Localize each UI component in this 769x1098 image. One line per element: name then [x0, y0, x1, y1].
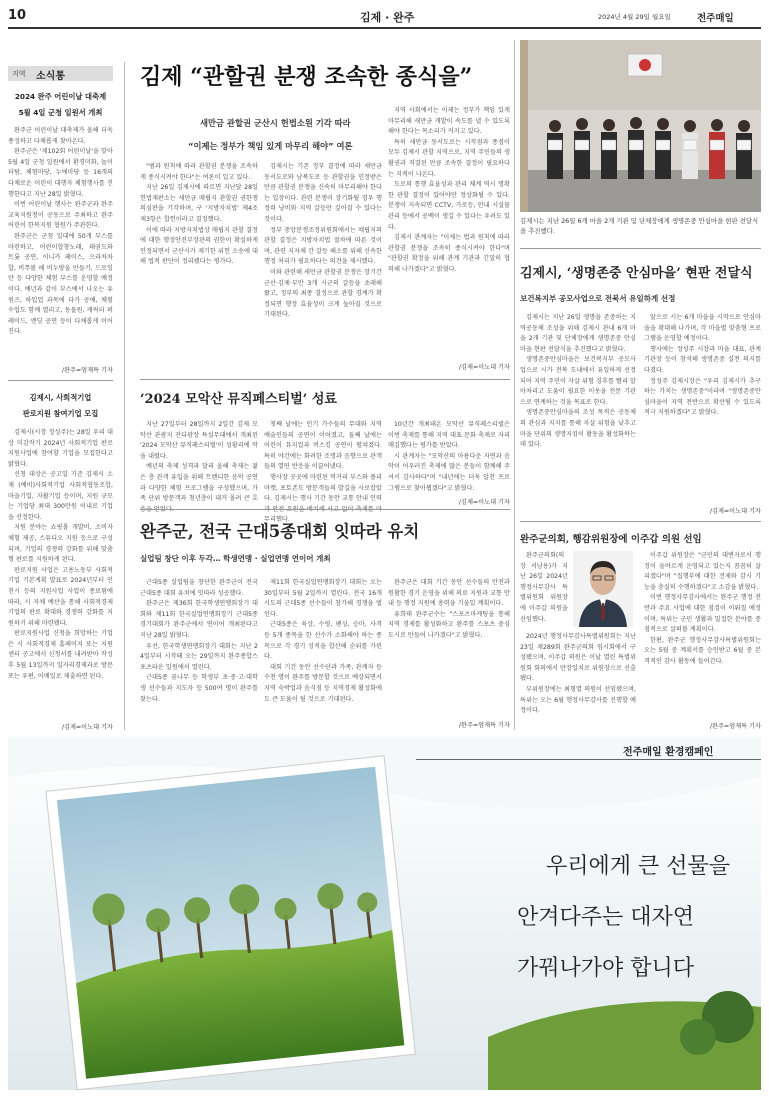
main-divider: [140, 379, 510, 380]
paragraph: 유희태 완주군수는 "스포츠마케팅을 통해 지역 경제를 활성화하고 완주를 스포츠 중심 도시로 만들어 나가겠다"고 밝혔다.: [388, 610, 510, 639]
paragraph: 이에 따라 지방자치법상 매립지 관할 결정에 대한 행정안전부장관의 권한이 확실하게 인정되면서 군산시가 제기한 위헌 소송에 대해 법적 판단이 정리됐다는 평가다.: [140, 226, 258, 266]
paragraph: 김제시는 기존 정부 결정에 따라 새만금 동서도로와 남북도로 등 관할권을 인정받은 만큼 관할권 분쟁을 신속히 마무리해야 한다는 입장이다. 관련 분쟁이 장기화될 경우 행정력 낭비와 지역 갈등만 깊어질 수 있다는 것이다.: [264, 163, 382, 223]
paper-name: 전주매일: [697, 13, 734, 24]
paragraph: 특히 새만금 동서도로는 시작점과 종점이 모두 김제시 관할 지역으로, 지역 주민들의 생활권과 직결된 만큼 조속한 결정이 필요하다는 지적이 나온다.: [388, 138, 510, 178]
festival-body-col1: [140, 420, 258, 506]
gimje-body-col2: [644, 313, 761, 503]
header-rule: [8, 27, 761, 29]
side-story1-title1: 2024 완주 어린이날 대축제: [14, 92, 107, 101]
paragraph: 행사장 곳곳에 마련된 먹거리 부스와 플리마켓, 포토존도 방문객들의 발길을 사로잡았다. 김제시는 행사 기간 동안 교통 안내 인력 무리했다.: [264, 473, 382, 524]
side-story2-title2: 판로지원 참여기업 모집: [22, 409, 99, 418]
paragraph: 도로의 통행 효율성과 관리 체계 역시 명확한 관할 결정이 있어야만 정상화될 수 있다. 분쟁이 지속되면 CCTV, 가로등, 안내 시설물 관리 등에서 공백이 생길 수 있다는 우려도 있다.: [388, 181, 510, 231]
side-story1-body: [8, 126, 113, 366]
paragraph: 이번 어린이날 행사는 완주군과 완주교육지원청이 공동으로 주최하고 완주어린이 한복지원 협원가 주관한다.: [8, 201, 113, 230]
column-divider-right: [514, 40, 515, 730]
paragraph: 지난 26일 김제시에 따르면 지난달 28일 헌법재판소는 새만금 매립지 관할권 권한쟁의심판을 기각하며, 구 '지방자치법' 제4조 제3항은 합헌이라고 결정했다.: [140, 184, 258, 223]
sidebar-label-ko: 소식통: [36, 71, 65, 82]
paragraph: 이번 행정사무감사에서는 완주군 행정 전반과 주요 사업에 대한 점검이 이뤄질 예정이며, 특위는 군민 생활과 밀접한 분야를 중점적으로 살펴볼 계획이다.: [644, 594, 761, 634]
paragraph: 완주군 어린이날 대축제가 올해 더욱 풍성하고 다채롭게 찾아온다.: [8, 127, 113, 145]
paragraph: "범과 원칙에 따라 관할권 분쟁을 조속하게 종식시켜야 한다"는 여론이 일고 있다.: [140, 163, 258, 181]
paragraph: 첫째 날에는 인기 가수들의 무대와 지역 예술인들의 공연이 이어졌고, 둘째 날에는 어린이 뮤지컬과 버스킹 공연이 펼쳐졌다. 특히 야간에는 화려한 조명과 음향으로 관객들의 열띤 반응을 이끌어냈다.: [264, 421, 382, 471]
ceremony-photo: [520, 40, 761, 212]
gimje-subhead: 보건복지부 공모사업으로 전북서 유일하게 선정: [520, 294, 676, 303]
ad-line-1: 우리에게 큰 선물을: [546, 854, 731, 879]
main-headline: 김제 “관할권 분쟁 조속한 종식을”: [140, 64, 473, 90]
ad-campaign-rule: [416, 759, 761, 760]
festival-divider: [140, 509, 510, 510]
page-number: 10: [8, 8, 27, 23]
paragraph: 판로지원사업 신청을 희망하는 기업은 시 사회적경제 홈페이지 또는 지원센터 공고에서 신청서를 내려받아 작성 후 5월 13일까지 일자리경제과로 방문 또는 우편, 이메일로 제출하면 된다.: [8, 630, 113, 680]
wanju-byline: /완주=엄재특 기자: [458, 722, 510, 729]
paragraph: 예년의 축제 성격과 달리 올해 축제는 젊은 층 관객 유입을 위해 트렌디한 음악 공연과 다양한 체험 프로그램을 구성했으며, 가족 단위 방문객과 청년층이 대거 몰려 큰 호: [140, 463, 258, 503]
council-body-col1a: [520, 551, 568, 631]
festival-body-col3: [388, 420, 510, 496]
section-title: 김제 · 완주: [360, 11, 415, 24]
main-body-col3: [388, 106, 510, 356]
paragraph: 지원 분야는 쇼핑몰 개발비, 소비자 체험 제공, 스튜디오 지원 등으로 구성되며, 기업의 경쟁력 강화를 위해 맞춤형 판로를 지원하게 된다.: [8, 524, 113, 564]
main-subhead-1: 새만금 관할권 군산시 헌법소원 기각 따라: [200, 118, 351, 128]
council-byline: /완주=엄재특 기자: [709, 723, 761, 730]
paragraph: 행사에는 정성주 시장과 마을 대표, 관계 기관장 등이 참석해 생명존중 실천 의지를 다졌다.: [644, 345, 761, 374]
wanju-body-col1: [140, 578, 258, 728]
paragraph: 시 관계자는 "모악산의 아름다운 자연과 음악이 어우러진 축제에 많은 분들이 함께해 주셔서 감사하다"며 "내년에는 더욱 알찬 프로그램으로 찾아뵙겠다"고 밝혔다.: [388, 452, 510, 492]
ad-campaign-title: 전주매일 환경캠페인: [623, 747, 714, 758]
wanju-body-col2: [264, 578, 382, 728]
council-body-col2: [644, 551, 761, 719]
sidebar-label: [8, 66, 113, 81]
ad-line-2: 안겨다주는 대자연: [517, 905, 695, 930]
paragraph: 우선, 한국학생연맹회장기 대회는 지난 24일부터 시작돼 오는 29일까지 완주종합스포츠타운 일원에서 열린다.: [140, 642, 258, 671]
paragraph: 근대5종 꿈나무 등 학생부 초·중·고·대학생 선수들과 지도자 등 500여 명이 완주를 찾는다.: [140, 674, 258, 703]
side-story2-title1: 김제시, 사회적기업: [29, 393, 92, 402]
council-body-col1b: [520, 632, 636, 730]
ad-line-3: 가꿔나가야 합니다: [517, 956, 695, 981]
ceremony-photo-image: [520, 40, 761, 212]
issue-date: 2024년 4월 29일 월요일: [598, 13, 671, 21]
festival-byline: /김제=이노대 기자: [458, 499, 510, 506]
festival-headline: ‘2024 모악산 뮤직페스티벌’ 성료: [140, 392, 337, 407]
paragraph: 완주군은 대회 기간 동안 선수들의 안전과 원활한 경기 운영을 위해 의료 지원과 교통 안내 등 행정 지원에 총력을 기울일 계획이다.: [388, 579, 510, 608]
paragraph: 제11회 한국실업연맹회장기 대회는 오는 30일부터 5월 2일까지 열린다. 전국 16개 시도의 근대5종 선수들이 참가해 경쟁을 벌인다.: [264, 579, 382, 618]
paragraph: 이와 관련해 새만금 관할권 분쟁은 장기간 군산·김제·부안 3개 시군의 갈등을 초래해 왔고, 정부의 최종 결정으로 관할 경계가 확정되면 행정 효율성이 크게 높아질 것으로 기대된다.: [264, 268, 382, 319]
photo-caption: 김제시는 지난 26일 6개 마을 2개 기관 및 단체장에게 생명존중 안심마을 현판 전달식을 추진했다.: [520, 217, 759, 235]
column-divider: [124, 62, 125, 730]
gimje-headline: 김제시, ‘생명존중 안심마을’ 현판 전달식: [520, 266, 753, 281]
paragraph: 지난 27일부터 28일까지 2일간 김제 모악산 관광지 잔디광장 특설무대에서 개최된 '2024 모악산 뮤직페스티벌'이 성황리에 막을 내렸다.: [140, 421, 258, 460]
photo-divider: [520, 248, 761, 249]
council-portrait-image: [573, 551, 633, 627]
main-subhead-2: “이제는 정부가 책임 있게 마무리 해야” 여론: [188, 141, 353, 151]
paragraph: 신청 대상은 공고일 기준 김제시 소재 (예비)사회적기업 사회적협동조합, 마을기업, 자활기업 등이며, 지원 규모는 기업당 최대 300만원 이내로 기업을 선정한다.: [8, 471, 113, 521]
paragraph: 이주갑 위원장은 "군민의 대변자로서 행정이 올바르게 운영되고 있는지 꼼꼼히 살피겠다"며 "집행부에 대한 견제와 감시 기능을 충실히 수행하겠다"고 소감을 밝혔다.: [644, 552, 761, 591]
paragraph: 근대5종은 육상, 수영, 펜싱, 승마, 사격 등 5개 종목을 한 선수가 소화해야 하는 종목으로 각 경기 성적을 합산해 순위를 가린다.: [264, 621, 382, 661]
paragraph: 앞으로 시는 6개 마을을 시작으로 안심마을을 확대해 나가며, 각 마을별 맞춤형 프로그램을 운영할 예정이다.: [644, 314, 761, 343]
side-story1-title2: 5월 4일 군청 일원서 개최: [18, 108, 103, 117]
side-divider: [8, 380, 113, 381]
main-body-col2: [264, 162, 382, 370]
paragraph: 정부 중앙분쟁조정위원회에서는 매립지의 관할 결정은 지방자치법 절차에 따른 것이며, 관련 지자체 간 갈등 해소를 위해 신속한 행정 처리가 필요하다는 의견을 제시했다.: [264, 226, 382, 266]
gimje-divider: [520, 521, 761, 522]
paragraph: 10년간 개최돼온 모악산 뮤직페스티벌은 이번 축제를 통해 지역 대표 문화 축제로 자리매김했다는 평가를 받았다.: [388, 421, 510, 450]
paragraph: 지역 사회에서는 이제는 정부가 책임 있게 마무리해 새만금 개발이 속도를 낼 수 있도록 해야 한다는 목소리가 커지고 있다.: [388, 107, 510, 136]
council-portrait: [573, 551, 633, 627]
main-byline: /김제=이노대 기자: [458, 364, 510, 371]
wanju-headline: 완주군, 전국 근대5종대회 잇따라 유치: [140, 522, 420, 541]
council-headline: 완주군의회, 행감위원장에 이주갑 의원 선임: [520, 534, 702, 545]
paragraph: 김제시(시장 정성주)는 28일 우리 대상 미감작기 2024년 사회적기업 판로지원사업에 참여할 기업을 모집한다고 밝혔다.: [8, 429, 113, 468]
paragraph: 부위원장에는 최형열 의원이 선임됐으며, 특위는 오는 6월 행정사무감사를 진행할 예정이다.: [520, 685, 636, 715]
environment-campaign-ad: [8, 737, 761, 1090]
paragraph: 완주군은 '제102회 어린이날'을 맞아 5월 4일 군청 일원에서 환경미화, 놀이터탐, 체험마당, 누에마당 등 16개의 다채로운 어린이 대행자 체험행사를 진행한다고 지난 28일 밝혔다.: [8, 148, 113, 198]
paragraph: 대회 기간 동안 선수단과 가족, 관계자 등 수천 명이 완주를 방문할 것으로 예상되면서 지역 숙박업과 음식점 등 지역경제 활성화에도 큰 도움이 될 것으로 기대된다.: [264, 663, 382, 703]
paragraph: 완주군은 군청 일대에 50개 부스를 마련하고, 어린이합창노래, 태권도와 트롯 공연, 이니카 페이스, 으라차차 합, 비쭈볼 해 비누방울 만들기, 드로잉 탄 등 다양한 체험 부스를 운영할 예정이다. 예년과 같이 부스에서 나오는 유원즈, 하입업 과목에 다가 공예, 체험 수업도 함께 열리고, 동물원, 캐릭터 퍼레이드, 엔딩 공연 등이 다채롭게 이어진다.: [8, 232, 113, 336]
side-story1-byline: /완주=엄재특 기자: [61, 367, 113, 374]
paragraph: 2024년 행정사무감사특별위원회는 지난 23일 제289회 완주군의회 임시회에서 구성됐으며, 이주갑 의원은 이날 열린 특별위원회 회의에서 만장일치로 위원장으로 선출됐다.: [520, 633, 636, 683]
paragraph: 한편, 완주군 행정사무감사특별위원회는 오는 5월 중 계획서를 승인받고 6월 중 본격적인 감사 활동에 들어간다.: [644, 636, 761, 665]
paragraph: 완주군은 제36회 한국학생연맹회장기 대회와 제11회 한국실업연맹회장기 근대5종 경기대회가 완주군에서 연이어 개최된다고 지난 28일 밝혔다.: [140, 600, 258, 639]
paragraph: 정성주 김제시장은 "우리 김제시가 추구하는 가치는 생명존중"이라며 "생명존중안심마을이 지역 전반으로 확산될 수 있도록 적극 지원하겠다"고 밝혔다.: [644, 377, 761, 417]
paragraph: 판로지원 사업은 고용노동부 사회적기업 기본계획 발표로 2024년부터 인천시 등의 지원사업 사업이 종료됨에 따라, 시 자체 예산을 통해 사회적경제 기업의 판로 확대와 경쟁력 강화를 지원하기 위해 마련됐다.: [8, 566, 113, 627]
wanju-body-col3: [388, 578, 510, 718]
sidebar-label-en: 지역: [12, 70, 26, 78]
side-story2-byline: /김제=이노대 기자: [8, 722, 113, 731]
paragraph: 근대5종 실업팀을 창단한 완주군이 전국 근대5종 대회 유치에 잇따라 성공했다.: [140, 579, 258, 597]
paragraph: 완주군의회(의장 서남용)가 지난 26일 2024년 행정사무감사 특별위원회 위원장에 이주갑 의원을 선임했다.: [520, 552, 568, 623]
festival-body-col2: [264, 420, 382, 524]
gimje-body-col1: [520, 313, 636, 513]
main-body-col1: [140, 162, 258, 370]
paragraph: 생명존중안심마을의 조성 목적은 공동체의 관심과 지지를 통해 자살 위험을 낮추고 마을 단위의 생명지킴이 활동을 활성화하는 데 있다.: [520, 409, 636, 449]
side-story2-body: [8, 428, 113, 734]
wanju-subhead: 실업팀 창단 이후 두각… 학생연맹 · 실업연맹 연이어 개최: [140, 554, 331, 563]
gimje-byline: /김제=이노대 기자: [709, 508, 761, 515]
paragraph: 김제시는 지난 26일 생명을 존중하는 지역공동체 조성을 위해 김제시 관내 6개 마을 2개 기관 및 단체장에게 생명존중 안심마을 현판 전달식을 추진했다고 밝혔다.: [520, 314, 636, 353]
paragraph: 생명존중안심마을은 보건복지부 공모사업으로 시가 전북 도내에서 유일하게 선정되어 지역 주민이 자살 위험 징후를 빨리 알아차리고 도움이 필요한 이웃을 전문 기관으로 연계하는 것을 목표로 한다.: [520, 356, 636, 406]
paragraph: 김제시 관계자는 "이제는 법과 원칙에 따라 관할권 분쟁을 조속히 종식시켜야 한다"며 "관할권 확정을 위해 관계 기관과 긴밀히 협력해 나가겠다"고 밝혔다.: [388, 234, 510, 273]
